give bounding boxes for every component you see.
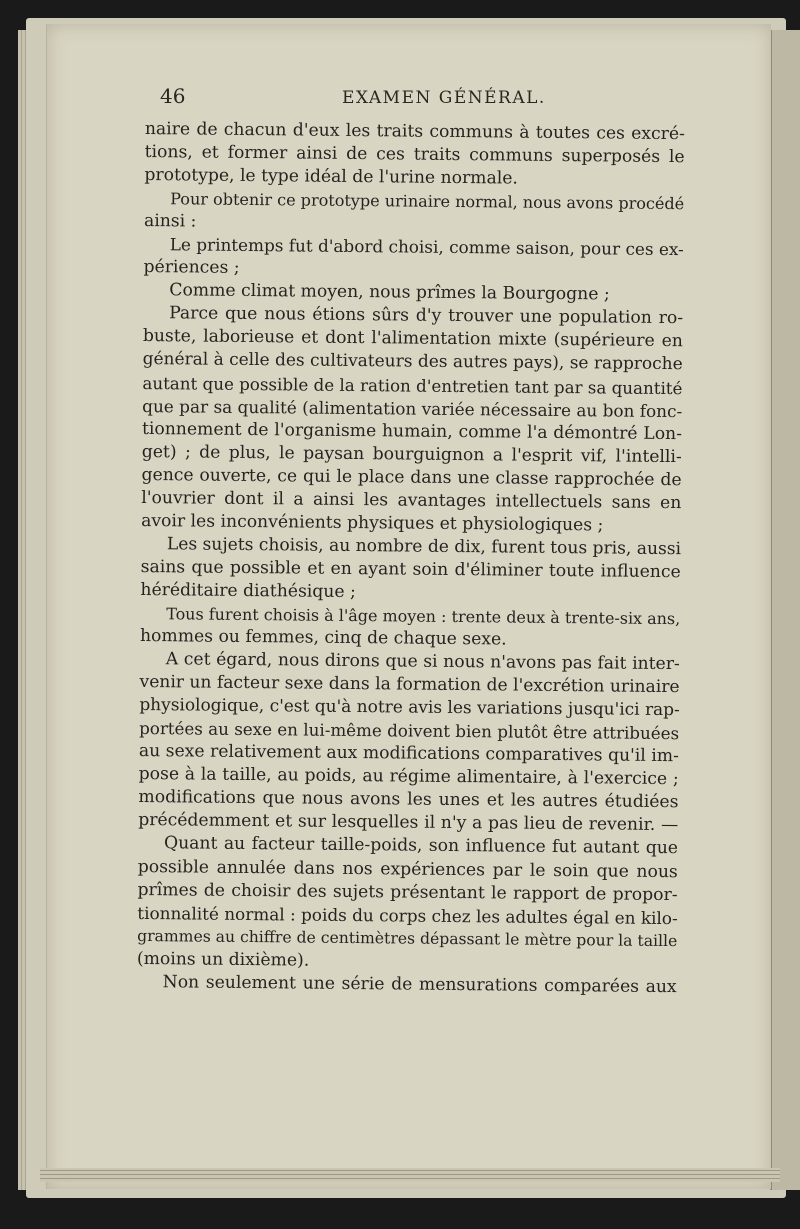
text-line: que par sa qualité (alimentation variée nécessaire au bon fonc-: [142, 395, 683, 421]
text-line: (moins un dixième).: [136, 948, 310, 971]
text-line: Parce que nous étions sûrs d'y trouver une population ro-: [169, 303, 684, 329]
text-line: pose à la taille, au poids, au régime alimentaire, à l'exercice ;: [138, 764, 679, 790]
text-line: hommes ou femmes, cinq de chaque sexe.: [139, 626, 507, 650]
text-line: grammes au chiffre de centimètres dépassant le mètre pour la taille: [137, 926, 678, 950]
text-line: Quant au facteur taille-poids, son influence fut autant que: [163, 833, 679, 859]
text-line: Comme climat moyen, nous prîmes la Bourgogne ;: [169, 280, 610, 305]
text-line: au sexe relativement aux modifications comparatives qu'il im-: [138, 741, 679, 767]
page-number: 46: [160, 84, 186, 108]
text-line: A cet égard, nous dirons que si nous n'avons pas fait inter-: [165, 649, 680, 675]
text-line: sains que possible et en ayant soin d'éliminer toute influence: [140, 556, 681, 583]
text-line: Tous furent choisis à l'âge moyen : trente deux à trente-six ans,: [166, 604, 681, 629]
text-line: précédemment et sur lesquelles il n'y a pas lieu de revenir. —: [138, 810, 679, 836]
text-line: modifications que nous avons les unes et les autres étudiées: [138, 787, 679, 813]
body-text: [137, 118, 685, 999]
text-line: l'ouvrier dont il a ainsi les avantages intellectuels sans en: [141, 487, 682, 513]
text-line: Pour obtenir ce prototype urinaire normal, nous avons procédé: [170, 189, 685, 214]
text-line: possible annulée dans nos expériences par le soin que nous: [137, 856, 678, 882]
text-line: avoir les inconvénients physiques et physiologiques ;: [141, 510, 604, 536]
text-line: prototype, le type idéal de l'urine normale.: [144, 165, 518, 189]
text-line: venir un facteur sexe dans la formation de l'excrétion urinaire: [139, 672, 680, 698]
text-line: tionnement de l'organisme humain, comme l'a démontré Lon-: [141, 418, 683, 444]
text-line: Non seulement une série de mensurations comparées aux: [162, 971, 677, 997]
text-line: buste, laborieuse et dont l'alimentation mixte (supérieure en: [142, 326, 683, 352]
text-line: Le printemps fut d'abord choisi, comme saison, pour ces ex-: [169, 234, 684, 260]
text-line: ainsi :: [143, 211, 197, 232]
facing-page-edge: [770, 30, 800, 1190]
text-line: portées au sexe en lui-même doivent bien plutôt être attribuées: [139, 718, 680, 744]
text-line: périences ;: [143, 257, 240, 279]
text-line: autant que possible de la ration d'entretien tant par sa quantité: [142, 372, 683, 398]
text-line: Les sujets choisis, au nombre de dix, furent tous pris, aussi: [166, 534, 682, 560]
text-line: prîmes de choisir des sujets présentant le rapport de propor-: [137, 879, 678, 905]
text-line: naire de chacun d'eux les traits communs à toutes ces excré-: [144, 118, 685, 145]
text-line: physiologique, c'est qu'à notre avis les variations jusqu'ici rap-: [139, 695, 680, 721]
text-line: tions, et former ainsi de ces traits communs superposés le: [144, 142, 685, 168]
bottom-page-edges: [40, 1168, 780, 1182]
text-line: gence ouverte, ce qui le place dans une classe rapprochée de: [141, 464, 682, 490]
text-line: get) ; de plus, le paysan bourguignon a l'esprit vif, l'intelli-: [141, 441, 682, 467]
text-line: héréditaire diathésique ;: [140, 579, 356, 602]
text-line: tionnalité normal : poids du corps chez les adultes égal en kilo-: [137, 902, 678, 928]
page-header: [112, 84, 692, 118]
text-line: général à celle des cultivateurs des autres pays), se rapproche: [142, 349, 683, 375]
running-head: EXAMEN GÉNÉRAL.: [342, 88, 546, 108]
